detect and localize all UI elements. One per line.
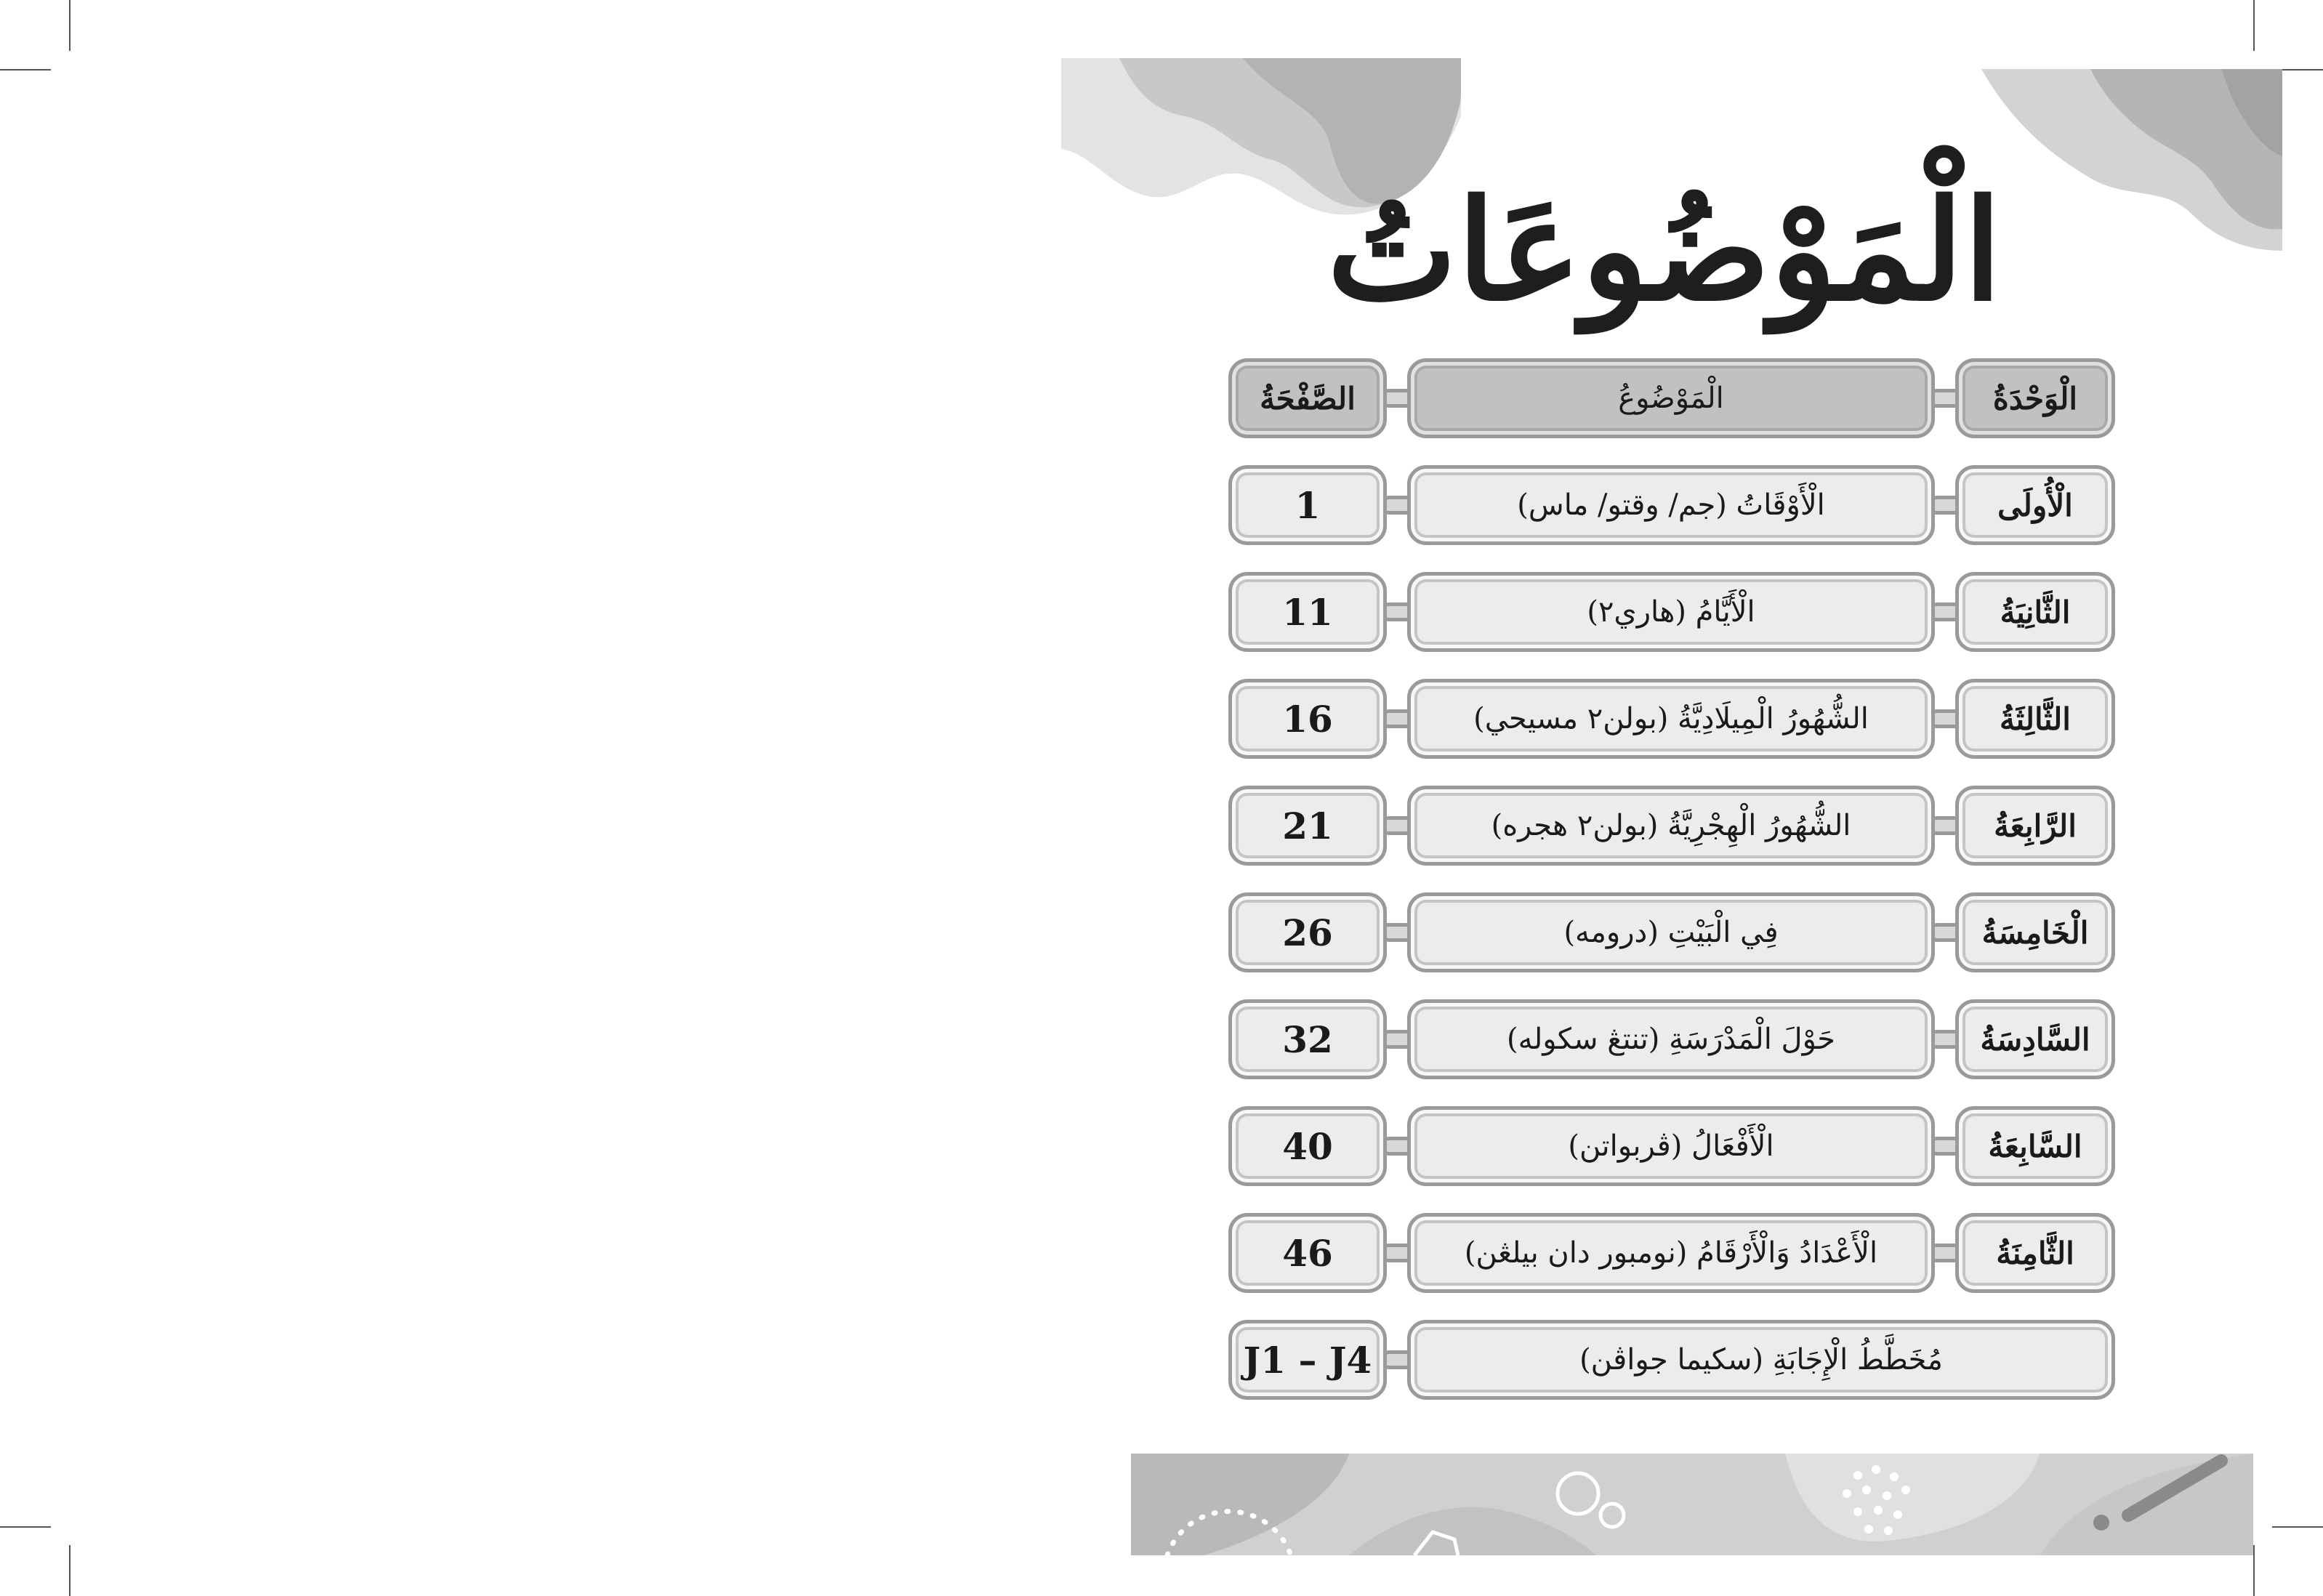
topic-cell: الْأَعْدَادُ وَالْأَرْقَامُ (نومبور دان بيلڠن) xyxy=(1407,1213,1935,1293)
topic-cell: الشُّهُورُ الْهِجْرِيَّةُ (بولن٢ هجره) xyxy=(1407,786,1935,866)
table-row xyxy=(1228,1100,2115,1196)
table-row xyxy=(1228,459,2115,555)
decorative-blob-top-right xyxy=(1981,69,2282,251)
unit-cell: الثَّانِيَةُ xyxy=(1955,572,2115,652)
table-row xyxy=(1228,566,2115,662)
unit-cell: الْأُولَى xyxy=(1955,465,2115,545)
topic-cell: الْأَوْقَاتُ (جم/ وقتو/ ماس) xyxy=(1407,465,1935,545)
topic-cell: الْأَفْعَالُ (ڤربواتن) xyxy=(1407,1106,1935,1186)
topic-cell: الشُّهُورُ الْمِيلَادِيَّةُ (بولن٢ مسيحي) xyxy=(1407,679,1935,759)
crop-mark-bl-v xyxy=(69,1545,71,1596)
table-row xyxy=(1228,1207,2115,1303)
table-row xyxy=(1228,780,2115,876)
table-header xyxy=(1228,352,2115,448)
header-page: الصَّفْحَةُ xyxy=(1228,358,1387,438)
table-row xyxy=(1228,673,2115,769)
unit-cell: الثَّالِثَةُ xyxy=(1955,679,2115,759)
page-cell: 21 xyxy=(1228,786,1387,866)
page-cell: 1 xyxy=(1228,465,1387,545)
answer-page-cell: J1 – J4 xyxy=(1228,1320,1387,1400)
page-cell: 40 xyxy=(1228,1106,1387,1186)
unit-cell: الْخَامِسَةُ xyxy=(1955,892,2115,972)
page-cell: 11 xyxy=(1228,572,1387,652)
answer-topic-cell: مُخَطَّطُ الْإِجَابَةِ (سکيما جواڤن) xyxy=(1407,1320,2115,1400)
unit-cell: السَّادِسَةُ xyxy=(1955,999,2115,1079)
page-cell: 32 xyxy=(1228,999,1387,1079)
crop-mark-tr-v xyxy=(2253,0,2255,51)
table-row xyxy=(1228,887,2115,983)
crop-mark-bl-h xyxy=(0,1526,51,1528)
page-cell: 26 xyxy=(1228,892,1387,972)
header-unit: الْوَحْدَةُ xyxy=(1955,358,2115,438)
page-cell: 46 xyxy=(1228,1213,1387,1293)
crop-mark-br-h xyxy=(2272,1526,2323,1528)
crop-mark-br-v xyxy=(2253,1545,2255,1596)
unit-cell: الرَّابِعَةُ xyxy=(1955,786,2115,866)
crop-mark-tl-h xyxy=(0,69,51,70)
answer-scheme-row xyxy=(1228,1314,2115,1410)
decorative-band-bottom xyxy=(1131,1454,2253,1555)
page-cell: 16 xyxy=(1228,679,1387,759)
unit-cell: السَّابِعَةُ xyxy=(1955,1106,2115,1186)
header-topic: الْمَوْضُوعُ xyxy=(1407,358,1935,438)
table-row xyxy=(1228,994,2115,1089)
page-title: الْمَوْضُوعَاتُ xyxy=(1326,169,2002,331)
topic-cell: فِي الْبَيْتِ (درومه) xyxy=(1407,892,1935,972)
unit-cell: الثَّامِنَةُ xyxy=(1955,1213,2115,1293)
topic-cell: الْأَيَّامُ (هاري٢) xyxy=(1407,572,1935,652)
crop-mark-tl-v xyxy=(69,0,71,51)
topic-cell: حَوْلَ الْمَدْرَسَةِ (تنتڠ سكوله) xyxy=(1407,999,1935,1079)
